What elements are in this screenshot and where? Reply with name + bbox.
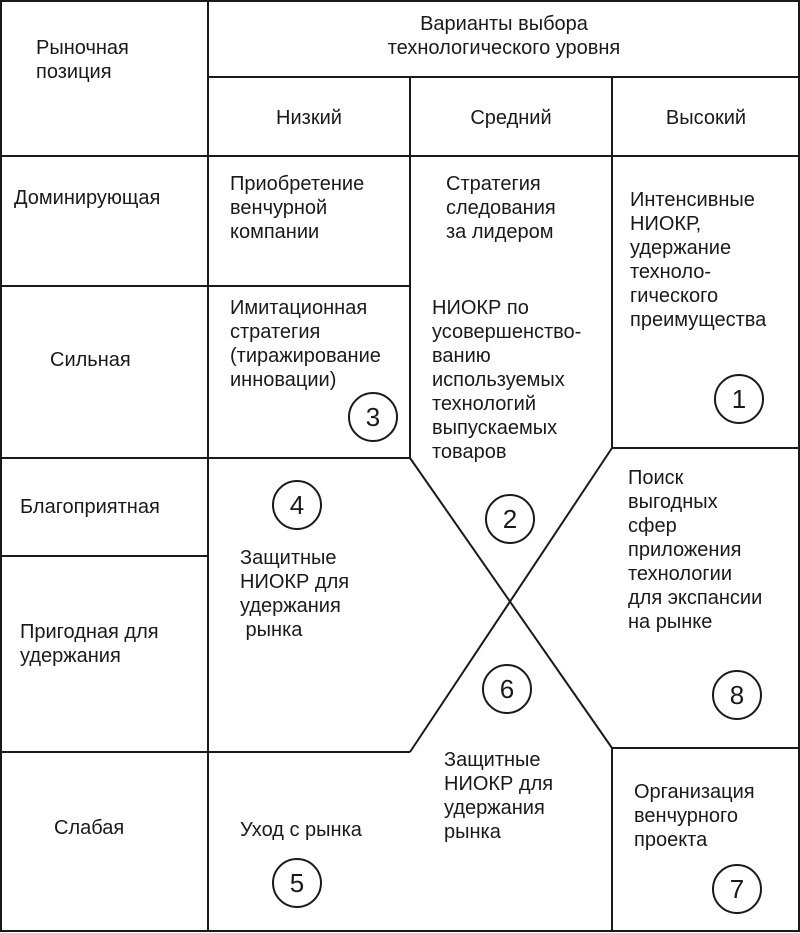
marker-3: 3 (348, 392, 398, 442)
marker-1: 1 (714, 374, 764, 424)
row-strong: Сильная (50, 349, 131, 371)
cell-imitation: Имитационная стратегия (тиражирование инновации) (230, 297, 381, 391)
row-dominant: Доминирующая (14, 187, 161, 209)
marker-8: 8 (712, 670, 762, 720)
marker-6: 6 (482, 664, 532, 714)
row-weak: Слабая (54, 817, 125, 839)
row-tenable: Пригодная для удержания (20, 621, 159, 667)
cell-venture-acquisition: Приобретение венчурной компании (230, 173, 365, 243)
cell-protective-rnd-mid: Защитные НИОКР для удержания рынка (444, 749, 554, 843)
row-favorable: Благоприятная (20, 496, 160, 518)
cell-exit-market: Уход с рынка (240, 819, 362, 841)
cell-venture-project: Организация венчурного проекта (634, 781, 755, 851)
header-market-position: Рыночная позиция (36, 37, 129, 83)
marker-2: 2 (485, 494, 535, 544)
marker-7: 7 (712, 864, 762, 914)
header-level-medium: Средний (470, 107, 552, 129)
cell-intensive-rnd: Интенсивные НИОКР, удержание техноло- гического преимущества (630, 189, 767, 331)
header-level-low: Низкий (276, 107, 342, 129)
marker-4: 4 (272, 480, 322, 530)
cell-search-spheres: Поиск выгодных сфер приложения технологии для экспансии на рынке (628, 467, 763, 633)
cell-protective-rnd-low: Защитные НИОКР для удержания рынка (240, 547, 350, 641)
cell-improvement-rnd: НИОКР по усовершенство- ванию используемых технологий выпускаемых товаров (432, 297, 582, 463)
cell-follow-leader: Стратегия следования за лидером (446, 173, 556, 243)
header-options-title: Варианты выбора технологического уровня (387, 13, 621, 59)
header-level-high: Высокий (665, 107, 747, 129)
marker-5: 5 (272, 858, 322, 908)
